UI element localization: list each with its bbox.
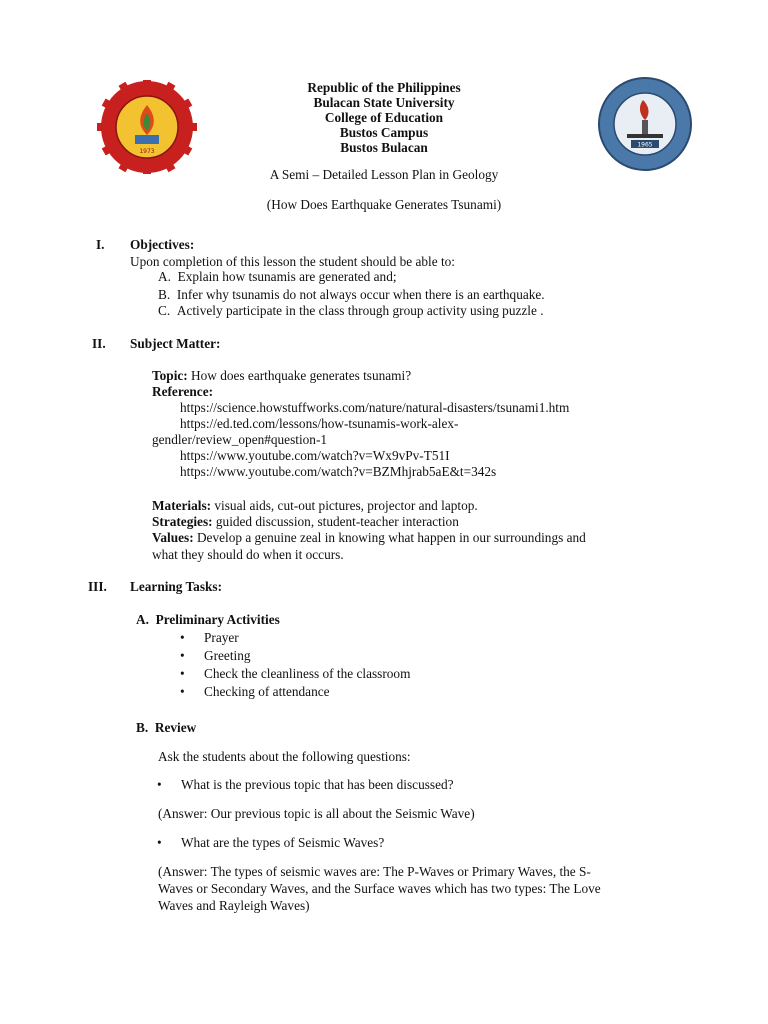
values-line	[152, 529, 586, 546]
review-question-list	[181, 776, 454, 793]
review-heading	[136, 719, 196, 736]
objective-item	[158, 302, 544, 319]
learning-tasks-heading: Learning Tasks:	[130, 579, 223, 594]
section-numeral: III.	[88, 579, 107, 594]
materials-label: Materials:	[152, 498, 212, 513]
svg-text:1973: 1973	[139, 148, 155, 155]
list-item: • Checking of attendance	[204, 683, 410, 701]
subject-matter-heading: Subject Matter:	[130, 336, 221, 351]
subsection-title: Preliminary Activities	[155, 612, 280, 627]
subsection-letter: A.	[136, 612, 149, 627]
review-question: • What are the types of Seismic Waves?	[181, 834, 384, 851]
values-label: Values:	[152, 530, 194, 545]
subsection-title: Review	[154, 720, 197, 735]
objective-text: Explain how tsunamis are generated and;	[177, 269, 397, 284]
reference-link-continued[interactable]: gendler/review_open#question-1	[152, 432, 328, 447]
objective-letter: B.	[158, 287, 171, 302]
review-intro: Ask the students about the following questions:	[158, 749, 411, 764]
document-header	[0, 80, 768, 155]
preliminary-activities-list	[204, 629, 410, 701]
topic-text: How does earthquake generates tsunami?	[191, 368, 412, 383]
strategies-text: guided discussion, student-teacher interaction	[215, 514, 459, 529]
review-question-list	[181, 834, 384, 851]
review-answer-continued: Waves or Secondary Waves, and the Surface waves which has two types: The Love	[158, 881, 601, 896]
strategies-label: Strategies:	[152, 514, 213, 529]
review-answer: (Answer: The types of seismic waves are: The P-Waves or Primary Waves, the S-	[158, 864, 591, 879]
review-question: • What is the previous topic that has been discussed?	[181, 776, 454, 793]
reference-label: Reference:	[152, 384, 214, 399]
section-numeral: II.	[92, 336, 106, 351]
lesson-plan-subtitle: (How Does Earthquake Generates Tsunami)	[266, 197, 502, 212]
svg-text:1965: 1965	[637, 141, 653, 149]
reference-link[interactable]: https://ed.ted.com/lessons/how-tsunamis-work-alex-	[180, 416, 459, 431]
section-numeral: I.	[96, 237, 105, 252]
review-answer-continued: Waves and Rayleigh Waves)	[158, 898, 310, 913]
topic-label: Topic:	[152, 368, 188, 383]
objective-letter: A.	[158, 269, 171, 284]
objective-text: Infer why tsunamis do not always occur when there is an earthquake.	[176, 287, 545, 302]
values-text-continued: what they should do when it occurs.	[152, 547, 344, 562]
objective-text: Actively participate in the class through group activity using puzzle .	[176, 303, 544, 318]
objectives-intro: Upon completion of this lesson the student should be able to:	[130, 254, 455, 269]
reference-link[interactable]: https://science.howstuffworks.com/nature/natural-disasters/tsunami1.htm	[180, 400, 570, 415]
list-item: • Prayer	[204, 629, 410, 647]
reference-link[interactable]: https://www.youtube.com/watch?v=Wx9vPv-T51I	[180, 448, 450, 463]
subsection-letter: B.	[136, 720, 149, 735]
header-line: Republic of the Philippines	[307, 80, 461, 95]
objectives-heading: Objectives:	[130, 237, 195, 252]
objective-letter: C.	[158, 303, 171, 318]
header-line: Bustos Campus	[339, 125, 429, 140]
objective-item	[158, 286, 545, 303]
reference-link[interactable]: https://www.youtube.com/watch?v=BZMhjrab5aE&t=342s	[180, 464, 497, 479]
topic-line	[152, 367, 411, 384]
materials-line	[152, 497, 478, 514]
header-line: Bulacan State University	[313, 95, 455, 110]
header-line: College of Education	[324, 110, 444, 125]
lesson-plan-title: A Semi – Detailed Lesson Plan in Geology	[269, 167, 499, 182]
values-text: Develop a genuine zeal in knowing what happen in our surroundings and	[196, 530, 586, 545]
list-item: • Greeting	[204, 647, 410, 665]
preliminary-activities-heading	[136, 611, 280, 628]
strategies-line	[152, 513, 459, 530]
materials-text: visual aids, cut-out pictures, projector and laptop.	[214, 498, 478, 513]
list-item: • Check the cleanliness of the classroom	[204, 665, 410, 683]
review-answer: (Answer: Our previous topic is all about the Seismic Wave)	[158, 806, 475, 821]
objective-item	[158, 268, 397, 285]
header-line: Bustos Bulacan	[340, 140, 428, 155]
